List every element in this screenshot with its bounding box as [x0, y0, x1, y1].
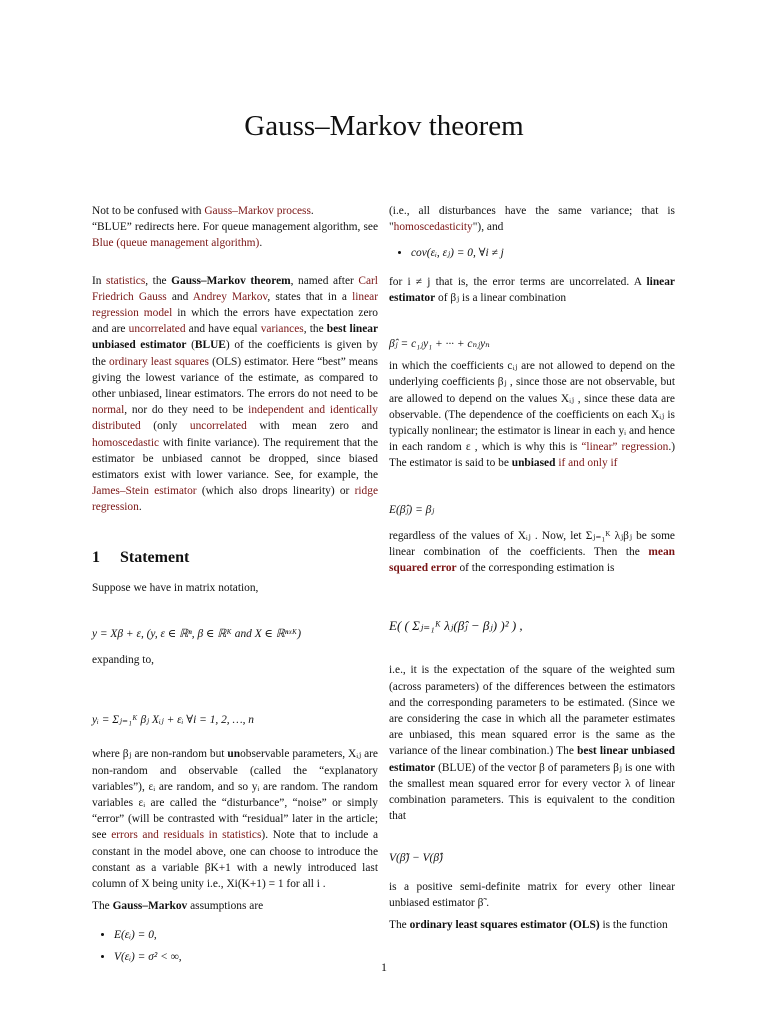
- coefficients-paragraph: [389, 358, 675, 471]
- text-run: ) of the coefficients is given by the: [92, 339, 378, 368]
- text-run: .: [138, 501, 142, 514]
- bold-term: BLUE: [194, 339, 226, 352]
- text-run: (OLS) estimator. Here “best” means giving the lowest variance of the estimate, as compared to other unbiased, linear estimators. The errors do not need to be: [92, 355, 378, 401]
- bold-term: best linear unbiased estimator: [389, 745, 676, 774]
- ols-paragraph: The ordinary least squares estimator (OLS) is the function: [389, 919, 668, 932]
- equation-matrix-model: y = Xβ + ε, (y, ε ∈ ℝⁿ, β ∈ ℝᴷ and X ∈ ℝⁿˣᴷ): [92, 628, 302, 641]
- wiki-link[interactable]: variances: [260, 323, 304, 336]
- text-run: , the: [145, 274, 172, 287]
- regardless-paragraph: [389, 528, 675, 577]
- where-paragraph: [92, 746, 378, 892]
- equation-variance-diff: V(β̃) − V(β̂): [389, 852, 443, 865]
- wiki-link[interactable]: James–Stein estimator: [92, 485, 197, 498]
- text-run: , named after: [290, 274, 359, 287]
- equation-linear-estimator: β̂ⱼ = c₁ⱼy₁ + ··· + cₙⱼyₙ: [389, 338, 490, 351]
- wiki-link[interactable]: errors and residuals in statistics: [111, 829, 262, 842]
- text-run: ). Note that to include a constant in the model above, one can choose to introduce the constant as a variable βK+1 with a newly introduced last column of X being unity i.e., Xi(K+1) = 1 for all i .: [92, 829, 378, 891]
- link-gauss-markov-process[interactable]: Gauss–Markov process: [204, 205, 311, 217]
- equation-unbiased: E(β̂ⱼ) = βⱼ: [389, 503, 435, 516]
- text-run: in which the errors have expectation zero and are: [92, 307, 378, 336]
- wiki-link[interactable]: mean squared error: [389, 546, 675, 575]
- right-column: [389, 203, 675, 933]
- assumptions-intro: The Gauss–Markov assumptions are: [92, 900, 264, 913]
- wiki-link[interactable]: uncorrelated: [189, 420, 247, 433]
- bold-term: unbiased: [511, 457, 556, 470]
- text-run: observable parameters, Xᵢⱼ are non-random and observable (called the “explanatory variables”), εᵢ are random, and so yᵢ are random. The random variables εᵢ are called the “disturbance”, “noise” or simply “error” (will be contrasted with “residual” later in the article; see: [92, 748, 378, 842]
- expanding-text: expanding to,: [92, 654, 155, 667]
- text-run: of the corresponding estimation is: [456, 562, 615, 575]
- text-run: and: [166, 290, 193, 303]
- wiki-link[interactable]: ordinary least squares: [109, 355, 209, 368]
- wiki-link[interactable]: homoscedasticity: [393, 221, 473, 234]
- wiki-link[interactable]: uncorrelated: [128, 323, 186, 336]
- text-run: , states that in a: [267, 290, 353, 303]
- wiki-link[interactable]: homoscedastic: [92, 436, 160, 449]
- equation-expanded: yᵢ = Σⱼ₌₁ᴷ βⱼ Xᵢⱼ + εᵢ ∀i = 1, 2, …, n: [92, 714, 254, 727]
- wiki-link[interactable]: if and only if: [558, 457, 618, 470]
- wiki-link[interactable]: Carl Friedrich Gauss: [92, 274, 378, 303]
- text-run: (only: [140, 420, 190, 433]
- assumption-item: • V(εᵢ) = σ² < ∞,: [114, 949, 378, 965]
- text-run: , the: [303, 323, 327, 336]
- section-heading-statement: [92, 550, 378, 566]
- text-run: In: [92, 274, 107, 287]
- hatnote-gauss-markov-process: Not to be confused with Gauss–Markov process.: [92, 205, 314, 217]
- bold-term: Gauss–Markov theorem: [171, 274, 291, 287]
- equation-mse: E( ( Σⱼ₌₁ᴷ λⱼ(β̂ⱼ − βⱼ) )² ) ,: [389, 618, 523, 634]
- suppose-text: Suppose we have in matrix notation,: [92, 581, 259, 594]
- link-blue-queue[interactable]: Blue (queue management algorithm): [92, 237, 260, 250]
- covariance-list: [389, 245, 675, 261]
- text-run: .) The estimator is said to be: [389, 441, 675, 470]
- psd-paragraph: is a positive semi-definite matrix for every other linear unbiased estimator β̃ .: [389, 880, 675, 909]
- text-run: with finite variance). The requirement that the estimator be unbiased cannot be dropped, since biased estimators exist with lower variance. See, for example, the: [92, 436, 378, 482]
- text-run: "), and: [472, 221, 504, 234]
- text-run: regardless of the values of Xᵢⱼ . Now, let Σⱼ₌₁ᴷ λⱼβⱼ be some linear combination of the coefficients. Then the: [389, 529, 675, 559]
- text-run: (i.e., all disturbances have the same variance; that is ": [389, 205, 675, 234]
- section-title: Statement: [120, 548, 190, 566]
- text-run: with mean zero and: [246, 420, 378, 433]
- wiki-link[interactable]: statistics: [106, 274, 146, 287]
- uncorrelated-paragraph: [389, 274, 675, 306]
- bold-term: best linear unbiased estimator: [92, 323, 379, 352]
- text-run: where βⱼ are non-random but: [92, 748, 228, 761]
- wiki-link[interactable]: ridge regression: [92, 485, 378, 514]
- bold-term: un: [227, 748, 241, 761]
- text-run: i.e., it is the expectation of the square of the weighted sum (across parameters) of the differences between the estimators and the corresponding parameters to be estimated. (Since we are considering the case in which all the parameter estimates are unbiased, this mean squared error is the same as the variance of the linear combination.) The: [389, 664, 675, 758]
- text-run: (: [186, 339, 195, 352]
- ie-paragraph: [389, 662, 675, 824]
- wiki-link[interactable]: independent and identically distributed: [92, 404, 378, 433]
- page-title: Gauss–Markov theorem: [244, 110, 524, 142]
- text-run: for i ≠ j that is, the error terms are uncorrelated. A: [389, 275, 647, 288]
- text-run: (BLUE) of the vector β of parameters βⱼ is one with the smallest mean squared error for every vector λ of linear combination parameters. This is equivalent to the condition that: [389, 761, 675, 823]
- section-number: 1: [92, 548, 100, 566]
- wiki-link[interactable]: linear regression model: [92, 290, 378, 320]
- text-run: in which the coefficients cᵢⱼ are not allowed to depend on the underlying coefficients βⱼ , since those are not observable, but are allowed to depend on the values Xᵢⱼ , since these data are observable. (The dependence of the coefficients on each Xᵢⱼ is typically nonlinear; the estimator is linear in each yᵢ and hence in each random ε , which is why this is: [389, 360, 675, 454]
- wiki-link[interactable]: “linear” regression: [581, 441, 669, 454]
- wiki-link[interactable]: Andrey Markov: [192, 290, 268, 303]
- continued-paragraph: [389, 203, 675, 235]
- wiki-link[interactable]: normal: [92, 404, 125, 417]
- assumption-item: • E(εᵢ) = 0,: [114, 927, 378, 943]
- left-column: [92, 203, 378, 965]
- covariance-item: • cov(εᵢ, εⱼ) = 0, ∀i ≠ j: [411, 245, 675, 261]
- bold-term: linear estimator: [389, 275, 675, 304]
- page-number: 1: [381, 960, 387, 974]
- intro-paragraph: [92, 273, 378, 516]
- text-run: of βⱼ is a linear combination: [435, 291, 567, 304]
- text-run: and have equal: [185, 323, 261, 336]
- text-run: , nor do they need to be: [124, 404, 249, 417]
- text-run: (which also drops linearity) or: [196, 485, 355, 498]
- hatnote-blue: “BLUE” redirects here. For queue management algorithm, see Blue (queue management algorithm).: [92, 221, 378, 250]
